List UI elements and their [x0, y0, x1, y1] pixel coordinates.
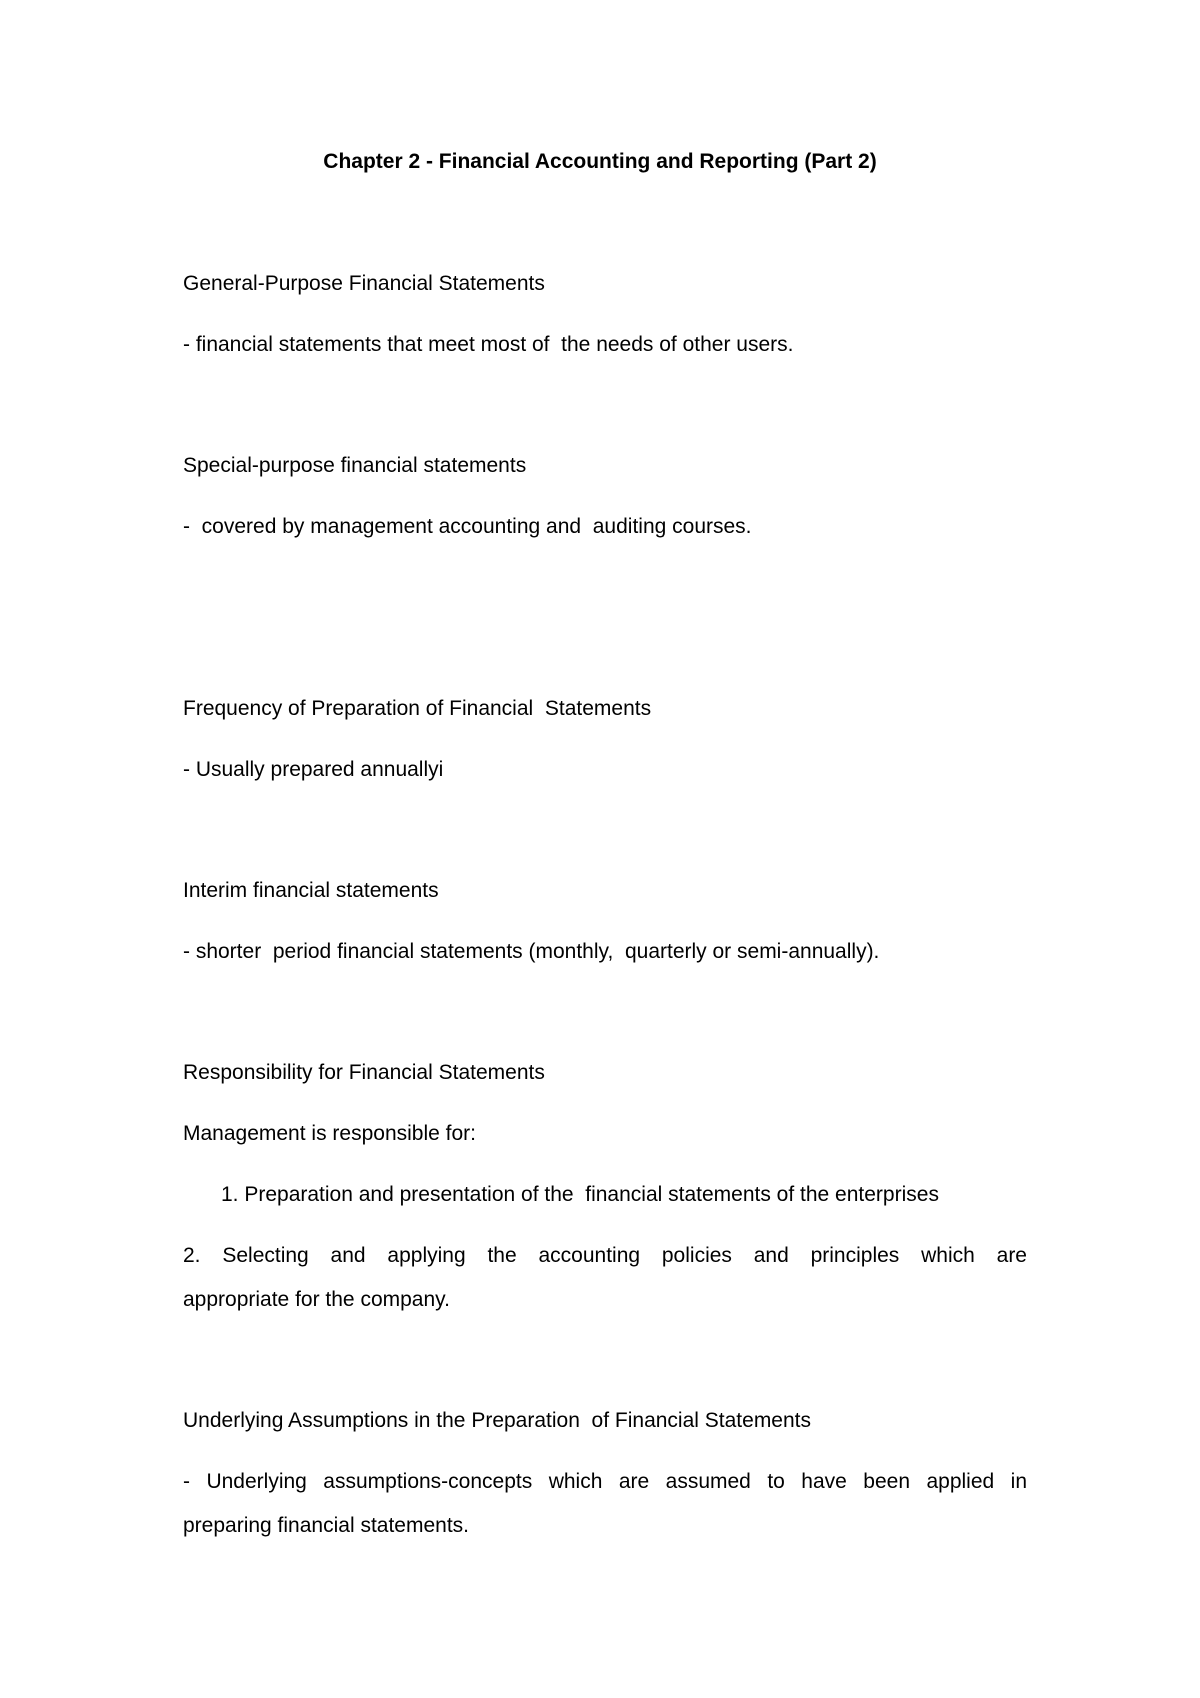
section-heading-general-purpose: General-Purpose Financial Statements: [183, 272, 545, 295]
section-body-frequency: - Usually prepared annuallyi: [183, 758, 444, 781]
responsibility-item-1: 1. Preparation and presentation of the financial statements of the enterprises: [221, 1183, 939, 1206]
section-body-interim: - shorter period financial statements (monthly, quarterly or semi-annually).: [183, 940, 880, 963]
section-heading-responsibility: Responsibility for Financial Statements: [183, 1061, 545, 1084]
section-body-special-purpose: - covered by management accounting and auditing courses.: [183, 515, 752, 538]
section-heading-underlying-assumptions: Underlying Assumptions in the Preparation of Financial Statements: [183, 1409, 812, 1432]
section-body-underlying-assumptions: - Underlying assumptions-concepts which are assumed to have been applied in: [183, 1470, 1027, 1493]
section-body-general-purpose: - financial statements that meet most of the needs of other users.: [183, 333, 794, 356]
responsibility-item-2-continued: appropriate for the company.: [183, 1288, 450, 1311]
responsibility-item-2: 2. Selecting and applying the accounting policies and principles which are: [183, 1244, 1027, 1267]
section-heading-frequency: Frequency of Preparation of Financial Statements: [183, 697, 652, 720]
section-heading-special-purpose: Special-purpose financial statements: [183, 454, 527, 477]
document-title: Chapter 2 - Financial Accounting and Reporting (Part 2): [323, 150, 877, 173]
section-body-underlying-assumptions-continued: preparing financial statements.: [183, 1514, 469, 1537]
section-intro-responsibility: Management is responsible for:: [183, 1122, 476, 1145]
section-heading-interim: Interim financial statements: [183, 879, 439, 902]
